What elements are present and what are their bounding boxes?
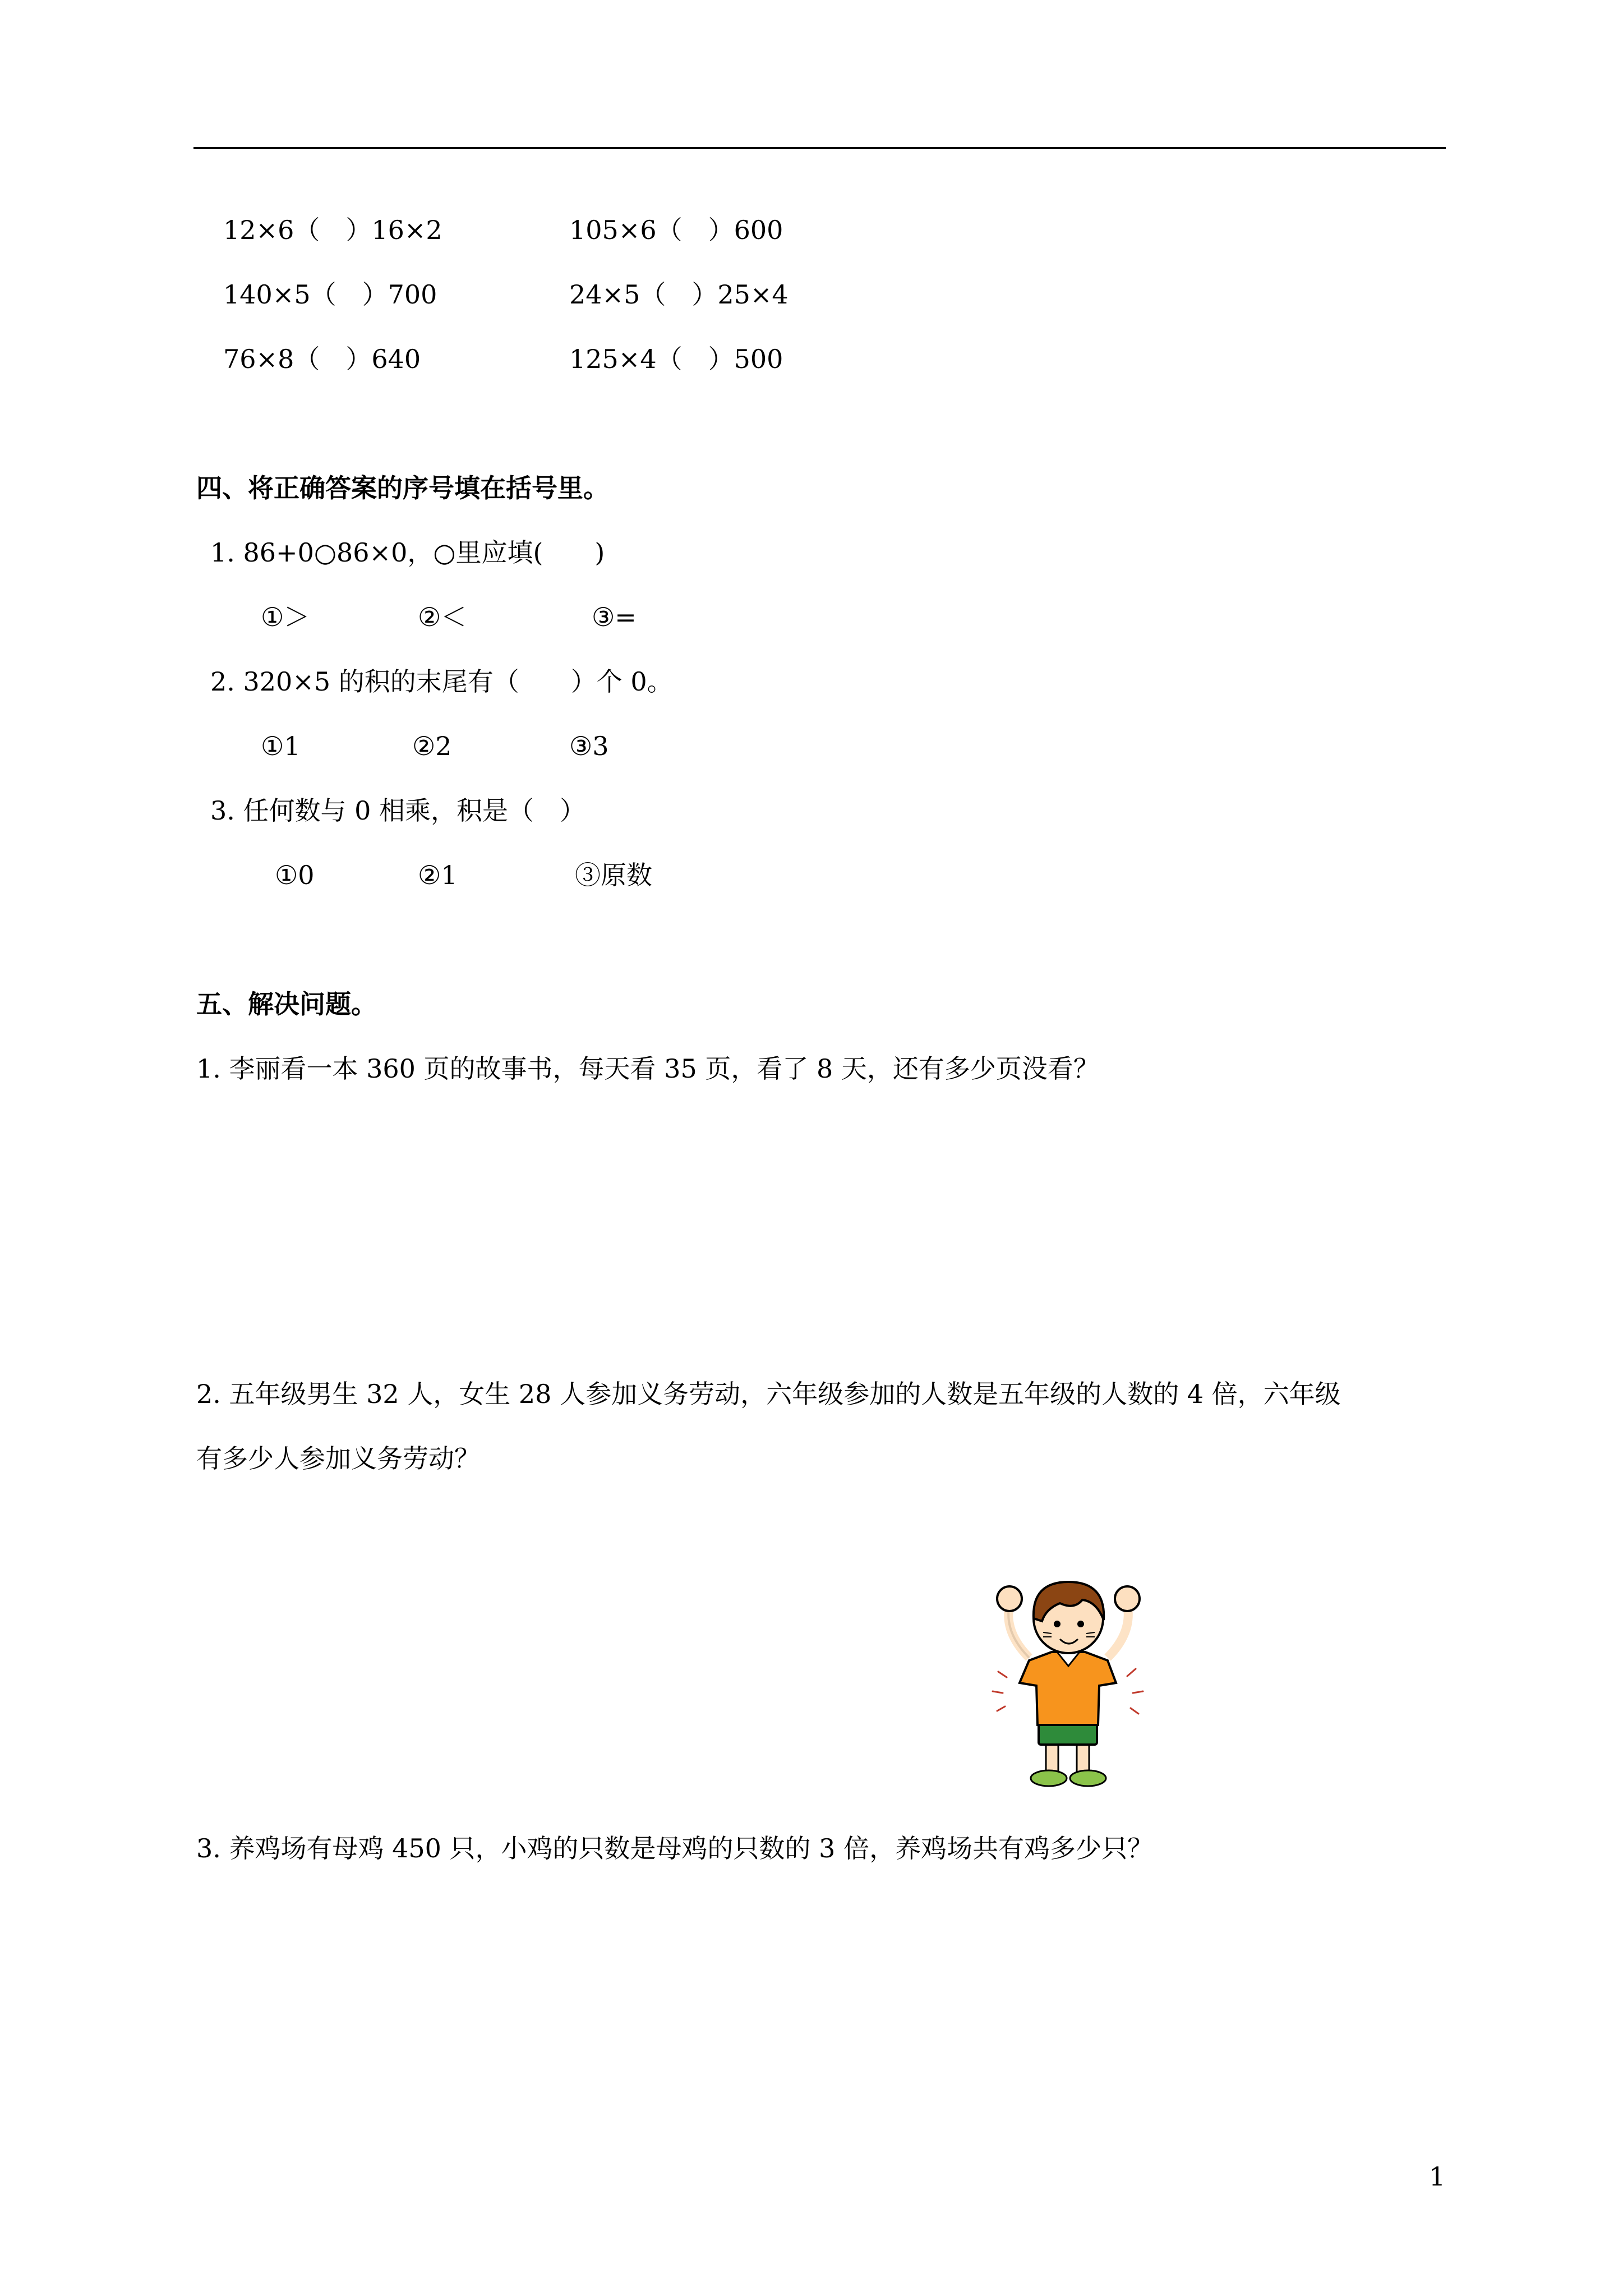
question-text: 2. 五年级男生 32 人，女生 28 人参加义务劳动，六年级参加的人数是五年级的人数的 4 倍，六年级	[196, 1379, 1341, 1409]
section-title: 五、解决问题。	[196, 989, 377, 1019]
comparison-item: 105×6（ ）600	[569, 215, 783, 245]
cheering-boy-illustration	[976, 1576, 1161, 1792]
comparison-item: 24×5（ ）25×4	[569, 279, 789, 310]
comparison-item: 140×5（ ）700	[223, 279, 437, 310]
question-text: 3. 任何数与 0 相乘，积是（ ）	[210, 795, 586, 826]
comparison-item: 76×8（ ）640	[223, 344, 421, 374]
option: ①1	[261, 731, 301, 761]
option: ①＞	[261, 602, 310, 632]
question-text: 2. 320×5 的积的末尾有（ ）个 0。	[210, 666, 673, 697]
question-text: 3. 养鸡场有母鸡 450 只，小鸡的只数是母鸡的只数的 3 倍，养鸡场共有鸡多少只？	[196, 1833, 1154, 1864]
comparison-item: 12×6（ ）16×2	[223, 215, 442, 245]
header-rule	[193, 147, 1446, 149]
option: ③=	[592, 602, 637, 632]
page-number: 1	[1429, 2161, 1446, 2192]
option: ①0	[275, 860, 315, 890]
section-title: 四、将正确答案的序号填在括号里。	[196, 473, 609, 503]
option: ③3	[569, 731, 609, 761]
question-text: 1. 86+0○86×0，○里应填( )	[210, 537, 605, 568]
option: ②＜	[418, 602, 467, 632]
option: ③原数	[575, 860, 652, 890]
comparison-item: 125×4（ ）500	[569, 344, 783, 374]
option: ②1	[418, 860, 458, 890]
question-text: 1. 李丽看一本 360 页的故事书，每天看 35 页，看了 8 天，还有多少页没看？	[196, 1053, 1099, 1084]
question-text: 有多少人参加义务劳动？	[196, 1443, 480, 1474]
option: ②2	[412, 731, 452, 761]
